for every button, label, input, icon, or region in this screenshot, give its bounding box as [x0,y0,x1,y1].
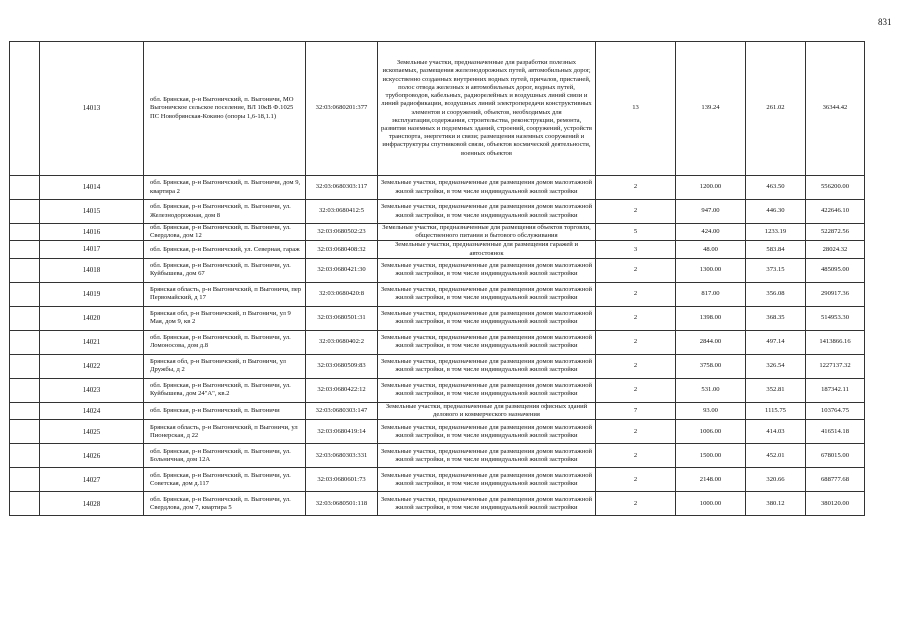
cell-n: 14022 [40,354,144,378]
cell-n: 14026 [40,444,144,468]
cell-value: 416514.18 [806,420,865,444]
table-row [10,444,865,468]
cell-n: 14024 [40,402,144,419]
cell-use: Земельные участки, предназначенные для размещения домов малоэтажной жилой застройки, в том числе индивидуальной жилой застройки [378,468,596,492]
cell-n: 14018 [40,258,144,282]
cell-use: Земельные участки, предназначенные для размещения гаражей и автостоянок [378,241,596,258]
cell-group: 5 [596,224,676,241]
cell-group: 2 [596,492,676,516]
cell-use: Земельные участки, предназначенные для размещения домов малоэтажной жилой застройки, в том числе индивидуальной жилой застройки [378,378,596,402]
cell-rate: 446.30 [746,200,806,224]
table-row [10,306,865,330]
cell-rate: 368.35 [746,306,806,330]
cell-cadastral: 32:03:0680303:117 [306,176,378,200]
cell-n: 14023 [40,378,144,402]
cell-cadastral: 32:03:0680501:31 [306,306,378,330]
cell-cadastral: 32:03:0680422:12 [306,378,378,402]
cell-use: Земельные участки, предназначенные для размещения офисных зданий делового и коммерческого назначения [378,402,596,419]
row-margin-cell [10,378,40,402]
table-row [10,468,865,492]
cell-use: Земельные участки, предназначенные для размещения домов малоэтажной жилой застройки, в том числе индивидуальной жилой застройки [378,492,596,516]
cell-use: Земельные участки, предназначенные для размещения домов малоэтажной жилой застройки, в том числе индивидуальной жилой застройки [378,330,596,354]
row-margin-cell [10,468,40,492]
table-row [10,354,865,378]
row-margin-cell [10,176,40,200]
row-margin-cell [10,282,40,306]
cell-rate: 414.03 [746,420,806,444]
cell-group: 2 [596,354,676,378]
cell-cadastral: 32:03:0680509:83 [306,354,378,378]
cell-group: 2 [596,330,676,354]
cell-value: 522872.56 [806,224,865,241]
cell-address: обл. Брянская, р-н Выгоничский, ул. Северная, гараж [144,241,306,258]
cell-area: 93.00 [676,402,746,419]
cell-group: 2 [596,306,676,330]
cell-rate: 452.01 [746,444,806,468]
cell-cadastral: 32:03:0680303:331 [306,444,378,468]
cell-rate: 583.84 [746,241,806,258]
row-margin-cell [10,444,40,468]
row-margin-cell [10,354,40,378]
row-margin-cell [10,306,40,330]
cell-value: 678015.00 [806,444,865,468]
cell-group: 2 [596,258,676,282]
cell-use: Земельные участки, предназначенные для размещения домов малоэтажной жилой застройки, в том числе индивидуальной жилой застройки [378,258,596,282]
cell-group: 2 [596,468,676,492]
cell-area: 531.00 [676,378,746,402]
cell-area: 48.00 [676,241,746,258]
cell-area: 139.24 [676,42,746,176]
cell-rate: 356.08 [746,282,806,306]
cell-address: обл. Брянская, р-н Выгоничский, п. Выгоничи, ул. Куйбышева, дом 67 [144,258,306,282]
cell-value: 1413866.16 [806,330,865,354]
cell-area: 817.00 [676,282,746,306]
cell-area: 1398.00 [676,306,746,330]
cell-cadastral: 32:03:0680419:14 [306,420,378,444]
cell-value: 514953.30 [806,306,865,330]
cell-n: 14015 [40,200,144,224]
cell-group: 2 [596,420,676,444]
row-margin-cell [10,224,40,241]
cell-address: обл. Брянская, р-н Выгоничский, п. Выгоничи, ул. Свердлова, дом 7, квартира 5 [144,492,306,516]
cell-n: 14028 [40,492,144,516]
cell-area: 1500.00 [676,444,746,468]
cell-value: 187342.11 [806,378,865,402]
cell-n: 14014 [40,176,144,200]
cell-cadastral: 32:03:0680402:2 [306,330,378,354]
cell-n: 14025 [40,420,144,444]
cell-rate: 326.54 [746,354,806,378]
cell-value: 36344.42 [806,42,865,176]
row-margin-cell [10,200,40,224]
cell-use: Земельные участки, предназначенные для разработки полезных ископаемых, размещения железнодорожных путей, автомобильных дорог, искусственно созданных внутренних водных путей, причалов, пристаней, полос отвода железных и автомобильных дорог, водных путей, трубопроводов, кабельных, радиорелейных и воздушных линий связи и линий радиофикации, воздушных линий электропередачи конструктивных элементов и сооружений, объектов, необходимых для эксплуатации,содержания, строительства, реконструкции, ремонта, развития наземных и подземных зданий, строений, сооружений, устройств транспорта, энергетики и связи; размещения наземных сооружений и инфраструктуры спутниковой связи, объектов космической деятельности, военных объектов [378,42,596,176]
cell-value: 1227137.32 [806,354,865,378]
cell-address: обл. Брянская, р-н Выгоничский, п. Выгоничи, МО Выгоничское сельское поселение, ВЛ 10кВ Ф.1025 ПС Новобрянская-Кокино (опоры 1,6-18,1.1) [144,42,306,176]
cell-n: 14013 [40,42,144,176]
cell-cadastral: 32:03:0680412:5 [306,200,378,224]
cell-group: 2 [596,378,676,402]
cell-address: обл. Брянская, р-н Выгоничский, п. Выгоничи, ул. Куйбышева, дом 24"А", кв.2 [144,378,306,402]
cell-value: 556200.00 [806,176,865,200]
cell-use: Земельные участки, предназначенные для размещения домов малоэтажной жилой застройки, в том числе индивидуальной жилой застройки [378,282,596,306]
row-margin-cell [10,420,40,444]
cell-rate: 380.12 [746,492,806,516]
cell-address: обл. Брянская, р-н Выгоничский, п. Выгоничи, ул. Железнодорожная, дом 8 [144,200,306,224]
cell-rate: 320.66 [746,468,806,492]
cadastral-table [9,41,865,516]
cell-use: Земельные участки, предназначенные для размещения домов малоэтажной жилой застройки, в том числе индивидуальной жилой застройки [378,444,596,468]
cell-area: 2148.00 [676,468,746,492]
cell-group: 2 [596,200,676,224]
cell-area: 424.00 [676,224,746,241]
cell-rate: 352.81 [746,378,806,402]
page-number: 831 [878,17,892,27]
table-row [10,378,865,402]
cell-group: 3 [596,241,676,258]
table-row [10,42,865,176]
row-margin-cell [10,42,40,176]
cell-address: обл. Брянская, р-н Выгоничский, п. Выгоничи, ул. Ломоносова, дом д.8 [144,330,306,354]
table-row [10,258,865,282]
cell-value: 28024.32 [806,241,865,258]
table-row [10,224,865,241]
cell-cadastral: 32:03:0680601:73 [306,468,378,492]
cell-cadastral: 32:03:0680502:23 [306,224,378,241]
cell-rate: 373.15 [746,258,806,282]
cell-rate: 1115.75 [746,402,806,419]
cell-address: обл. Брянская, р-н Выгоничский, п. Выгоничи, ул. Советская, дом д.117 [144,468,306,492]
cell-rate: 1233.19 [746,224,806,241]
cell-value: 290917.36 [806,282,865,306]
table-row [10,492,865,516]
cell-value: 422646.10 [806,200,865,224]
cell-area: 2844.00 [676,330,746,354]
cell-cadastral: 32:03:0680201:377 [306,42,378,176]
cell-n: 14020 [40,306,144,330]
cell-use: Земельные участки, предназначенные для размещения домов малоэтажной жилой застройки, в том числе индивидуальной жилой застройки [378,200,596,224]
cell-n: 14017 [40,241,144,258]
cell-group: 2 [596,176,676,200]
cell-group: 2 [596,444,676,468]
cell-area: 947.00 [676,200,746,224]
cell-area: 1006.00 [676,420,746,444]
row-margin-cell [10,241,40,258]
cell-n: 14021 [40,330,144,354]
cell-value: 103764.75 [806,402,865,419]
cell-address: обл. Брянская, р-н Выгоничский, п. Выгоничи, дом 9, квартира 2 [144,176,306,200]
cell-use: Земельные участки, предназначенные для размещения домов малоэтажной жилой застройки, в том числе индивидуальной жилой застройки [378,420,596,444]
cell-value: 688777.68 [806,468,865,492]
table-row [10,241,865,258]
cell-value: 485095.00 [806,258,865,282]
cell-area: 1200.00 [676,176,746,200]
cell-area: 1300.00 [676,258,746,282]
table-row [10,330,865,354]
cell-cadastral: 32:03:0680501:118 [306,492,378,516]
cell-area: 1000.00 [676,492,746,516]
cell-n: 14027 [40,468,144,492]
cell-rate: 497.14 [746,330,806,354]
cell-address: обл. Брянская, р-н Выгоничский, п. Выгоничи, ул. Больничная, дом 12А [144,444,306,468]
row-margin-cell [10,492,40,516]
cell-area: 3758.00 [676,354,746,378]
cell-n: 14019 [40,282,144,306]
cell-address: обл. Брянская, р-н Выгоничский, п. Выгоничи [144,402,306,419]
cell-cadastral: 32:03:0680408:32 [306,241,378,258]
cell-use: Земельные участки, предназначенные для размещения домов малоэтажной жилой застройки, в том числе индивидуальной жилой застройки [378,306,596,330]
cell-address: Брянская обл, р-н Выгоничский, п Выгоничи, ул Дружбы, д 2 [144,354,306,378]
cell-n: 14016 [40,224,144,241]
table-row [10,402,865,419]
cell-use: Земельные участки, предназначенные для размещения объектов торговли, общественного питания и бытового обслуживания [378,224,596,241]
cell-address: Брянская обл, р-н Выгоничский, п Выгоничи, ул 9 Мая, дом 9, кв 2 [144,306,306,330]
cell-group: 7 [596,402,676,419]
cell-cadastral: 32:03:0680421:30 [306,258,378,282]
table-row [10,420,865,444]
cell-rate: 463.50 [746,176,806,200]
row-margin-cell [10,402,40,419]
table-row [10,200,865,224]
table-row [10,176,865,200]
cell-group: 2 [596,282,676,306]
cell-use: Земельные участки, предназначенные для размещения домов малоэтажной жилой застройки, в том числе индивидуальной жилой застройки [378,176,596,200]
cell-rate: 261.02 [746,42,806,176]
cell-value: 380120.00 [806,492,865,516]
cell-cadastral: 32:03:0680303:147 [306,402,378,419]
cell-use: Земельные участки, предназначенные для размещения домов малоэтажной жилой застройки, в том числе индивидуальной жилой застройки [378,354,596,378]
cell-cadastral: 32:03:0680420:8 [306,282,378,306]
cell-address: Брянская область, р-н Выгоничский, п Выгоничи, пер Первомайский, д 17 [144,282,306,306]
cell-address: обл. Брянская, р-н Выгоничский, п. Выгоничи, ул. Свердлова, дом 12 [144,224,306,241]
table-row [10,282,865,306]
cell-group: 13 [596,42,676,176]
row-margin-cell [10,330,40,354]
cell-address: Брянская область, р-н Выгоничский, п Выгоничи, ул Пионерская, д 22 [144,420,306,444]
row-margin-cell [10,258,40,282]
